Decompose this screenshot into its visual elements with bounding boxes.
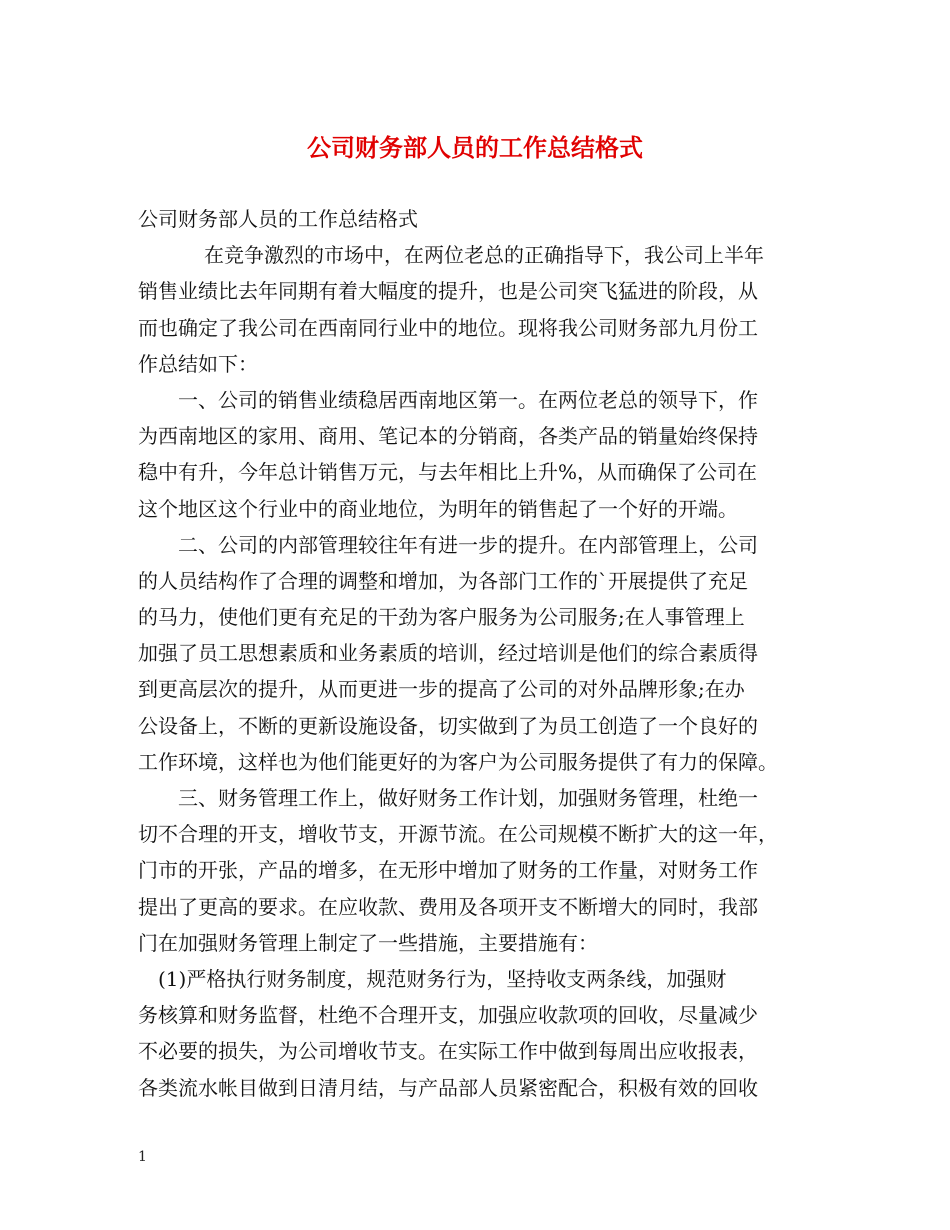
text-line: 的人员结构作了合理的调整和增加，为各部门工作的`开展提供了充足 (138, 568, 748, 593)
text-line: 各类流水帐目做到日清月结，与产品部人员紧密配合，积极有效的回收 (138, 1075, 758, 1100)
text-line: 的马力，使他们更有充足的干劲为客户服务为公司服务;在人事管理上 (138, 605, 745, 630)
text-line: (1)严格执行财务制度，规范财务行为，坚持收支两条线，加强财 (158, 966, 727, 991)
document-body (138, 201, 818, 1106)
text-line: 这个地区这个行业中的商业地位，为明年的销售起了一个好的开端。 (138, 496, 738, 521)
text-line: 门在加强财务管理上制定了一些措施，主要措施有： (138, 930, 598, 955)
text-line: 而也确定了我公司在西南同行业中的地位。现将我公司财务部九月份工 (138, 315, 758, 340)
text-line: 务核算和财务监督，杜绝不合理开支，加强应收款项的回收，尽量减少 (138, 1003, 758, 1028)
text-line: 作总结如下： (138, 351, 258, 376)
text-line: 为西南地区的家用、商用、笔记本的分销商，各类产品的销量始终保持 (138, 424, 758, 449)
text-line: 在竞争激烈的市场中，在两位老总的正确指导下，我公司上半年 (204, 243, 764, 268)
page-number: 1 (138, 1149, 147, 1165)
text-line: 加强了员工思想素质和业务素质的培训，经过培训是他们的综合素质得 (138, 641, 758, 666)
text-line: 一、公司的销售业绩稳居西南地区第一。在两位老总的领导下，作 (178, 387, 758, 412)
text-line: 二、公司的内部管理较往年有进一步的提升。在内部管理上，公司 (178, 532, 758, 557)
text-line: 公司财务部人员的工作总结格式 (138, 207, 418, 231)
text-line: 工作环境，这样也为他们能更好的为客户为公司服务提供了有力的保障。 (138, 749, 778, 774)
text-line: 到更高层次的提升，从而更进一步的提高了公司的对外品牌形象;在办 (138, 677, 745, 702)
text-line: 稳中有升，今年总计销售万元，与去年相比上升%，从而确保了公司在 (138, 460, 758, 485)
text-line: 三、财务管理工作上，做好财务工作计划，加强财务管理，杜绝一 (178, 786, 758, 810)
text-line: 切不合理的开支，增收节支，开源节流。在公司规模不断扩大的这一年， (138, 822, 778, 847)
text-line: 门市的开张，产品的增多，在无形中增加了财务的工作量，对财务工作 (138, 858, 758, 883)
text-line: 公设备上，不断的更新设施设备，切实做到了为员工创造了一个良好的 (138, 713, 758, 738)
text-line: 销售业绩比去年同期有着大幅度的提升，也是公司突飞猛进的阶段，从 (138, 279, 758, 304)
document-title: 公司财务部人员的工作总结格式 (307, 133, 643, 162)
text-line: 不必要的损失，为公司增收节支。在实际工作中做到每周出应收报表， (138, 1039, 758, 1064)
text-line: 提出了更高的要求。在应收款、费用及各项开支不断增大的同时，我部 (138, 894, 758, 919)
